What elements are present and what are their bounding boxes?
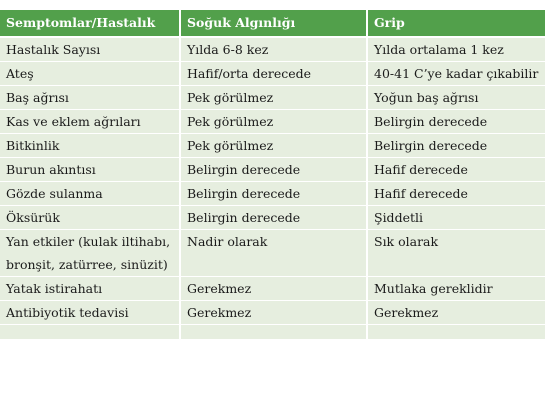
table-row-empty — [0, 325, 545, 340]
table-row — [0, 134, 545, 158]
flu-cell: Mutlaka gereklidir — [367, 277, 545, 301]
table-row — [0, 301, 545, 325]
flu-cell: Belirgin derecede — [367, 134, 545, 158]
empty-cell — [367, 325, 545, 340]
table-row — [0, 110, 545, 134]
cold-cell: Yılda 6-8 kez — [180, 37, 367, 62]
flu-cell: Gerekmez — [367, 301, 545, 325]
flu-cell: Hafif derecede — [367, 158, 545, 182]
header-flu: Grip — [367, 10, 545, 37]
flu-cell: Hafif derecede — [367, 182, 545, 206]
table-row — [0, 182, 545, 206]
table-row — [0, 277, 545, 301]
flu-cell: 40-41 C’ye kadar çıkabilir — [367, 62, 545, 86]
row-label: Yan etkiler (kulak iltihabı, bronşit, zatürree, sinüzit) — [0, 230, 180, 277]
row-label: Kas ve eklem ağrıları — [0, 110, 180, 134]
symptom-comparison-table — [0, 10, 545, 340]
row-label: Ateş — [0, 62, 180, 86]
header-cold: Soğuk Algınlığı — [180, 10, 367, 37]
empty-cell — [0, 325, 180, 340]
cold-cell: Gerekmez — [180, 301, 367, 325]
comparison-table-wrap — [0, 10, 545, 340]
flu-cell: Sık olarak — [367, 230, 545, 277]
row-label: Burun akıntısı — [0, 158, 180, 182]
table-row — [0, 230, 545, 277]
table-row — [0, 158, 545, 182]
row-label: Gözde sulanma — [0, 182, 180, 206]
flu-cell: Belirgin derecede — [367, 110, 545, 134]
row-label: Öksürük — [0, 206, 180, 230]
cold-cell: Pek görülmez — [180, 86, 367, 110]
table-header-row — [0, 10, 545, 37]
cold-cell: Belirgin derecede — [180, 158, 367, 182]
row-label: Hastalık Sayısı — [0, 37, 180, 62]
cold-cell: Gerekmez — [180, 277, 367, 301]
flu-cell: Şiddetli — [367, 206, 545, 230]
empty-cell — [180, 325, 367, 340]
row-label: Bitkinlik — [0, 134, 180, 158]
cold-cell: Hafif/orta derecede — [180, 62, 367, 86]
row-label: Yatak istirahatı — [0, 277, 180, 301]
cold-cell: Belirgin derecede — [180, 206, 367, 230]
table-row — [0, 206, 545, 230]
row-label: Antibiyotik tedavisi — [0, 301, 180, 325]
table-row — [0, 37, 545, 62]
cold-cell: Pek görülmez — [180, 110, 367, 134]
cold-cell: Nadir olarak — [180, 230, 367, 277]
row-label: Baş ağrısı — [0, 86, 180, 110]
flu-cell: Yılda ortalama 1 kez — [367, 37, 545, 62]
header-symptoms: Semptomlar/Hastalık — [0, 10, 180, 37]
cold-cell: Belirgin derecede — [180, 182, 367, 206]
flu-cell: Yoğun baş ağrısı — [367, 86, 545, 110]
table-row — [0, 86, 545, 110]
cold-cell: Pek görülmez — [180, 134, 367, 158]
table-row — [0, 62, 545, 86]
